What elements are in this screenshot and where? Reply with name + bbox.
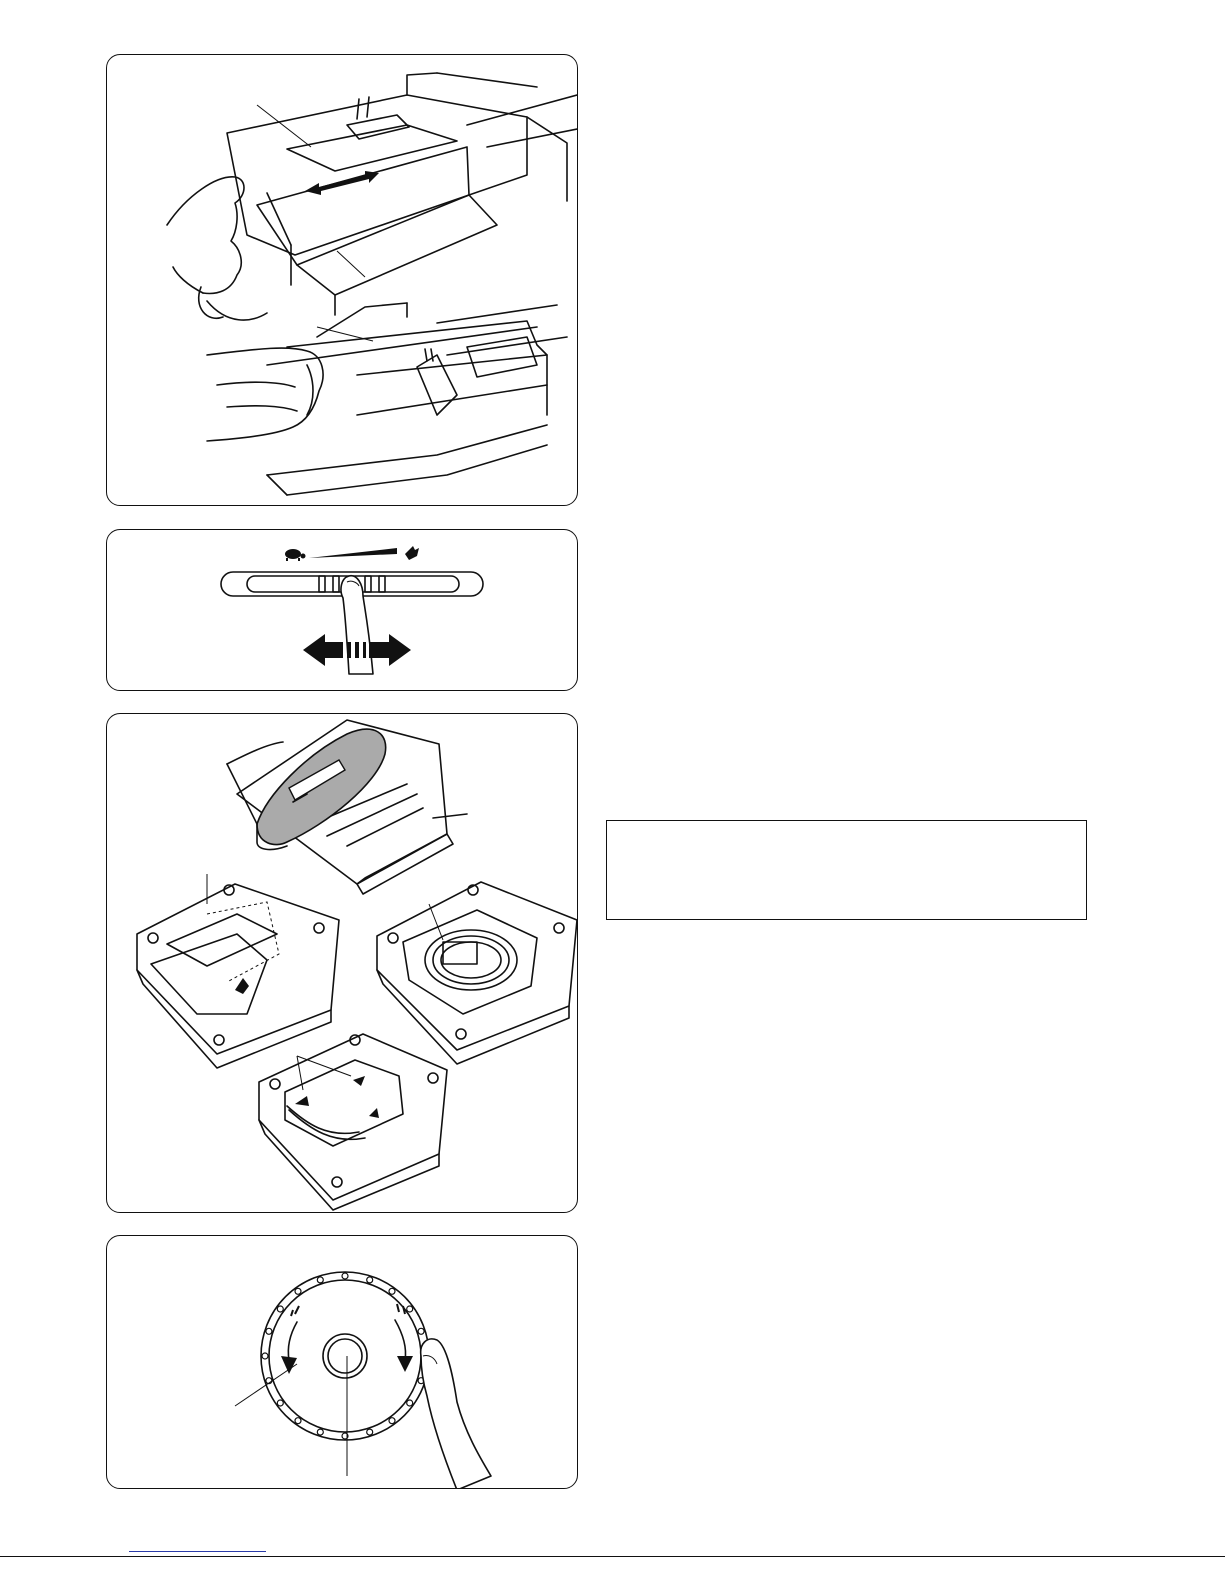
foot-control-illustration	[107, 714, 578, 1213]
grip-dot	[262, 1353, 268, 1359]
grip-dot	[389, 1288, 395, 1294]
footer-link-underline[interactable]	[129, 1551, 266, 1552]
grip-dot	[317, 1277, 323, 1283]
figure-foot-control	[106, 713, 578, 1213]
grip-dot	[277, 1306, 283, 1312]
rabbit-icon	[405, 546, 419, 560]
figure-speed-control	[106, 529, 578, 691]
double-arrow-icon	[305, 171, 379, 195]
turtle-icon	[285, 549, 306, 561]
handwheel-center	[323, 1334, 367, 1378]
grip-dot	[407, 1400, 413, 1406]
extension-table-illustration	[107, 55, 578, 506]
footer-rule	[0, 1556, 1225, 1557]
grip-dot	[389, 1418, 395, 1424]
figure-handwheel	[106, 1235, 578, 1489]
grip-dot	[295, 1418, 301, 1424]
finger-on-slider	[341, 576, 373, 674]
finger-on-handwheel	[421, 1339, 491, 1489]
grip-dot	[342, 1273, 348, 1279]
note-box	[606, 820, 1087, 920]
handwheel-illustration	[107, 1236, 578, 1489]
grip-dot	[367, 1429, 373, 1435]
grip-dot	[418, 1328, 424, 1334]
grip-dot	[295, 1288, 301, 1294]
figure-extension-table	[106, 54, 578, 506]
grip-dot	[407, 1306, 413, 1312]
grip-dot	[367, 1277, 373, 1283]
speed-control-illustration	[107, 530, 578, 691]
grip-dot	[277, 1400, 283, 1406]
grip-dot	[317, 1429, 323, 1435]
grip-dot	[266, 1328, 272, 1334]
